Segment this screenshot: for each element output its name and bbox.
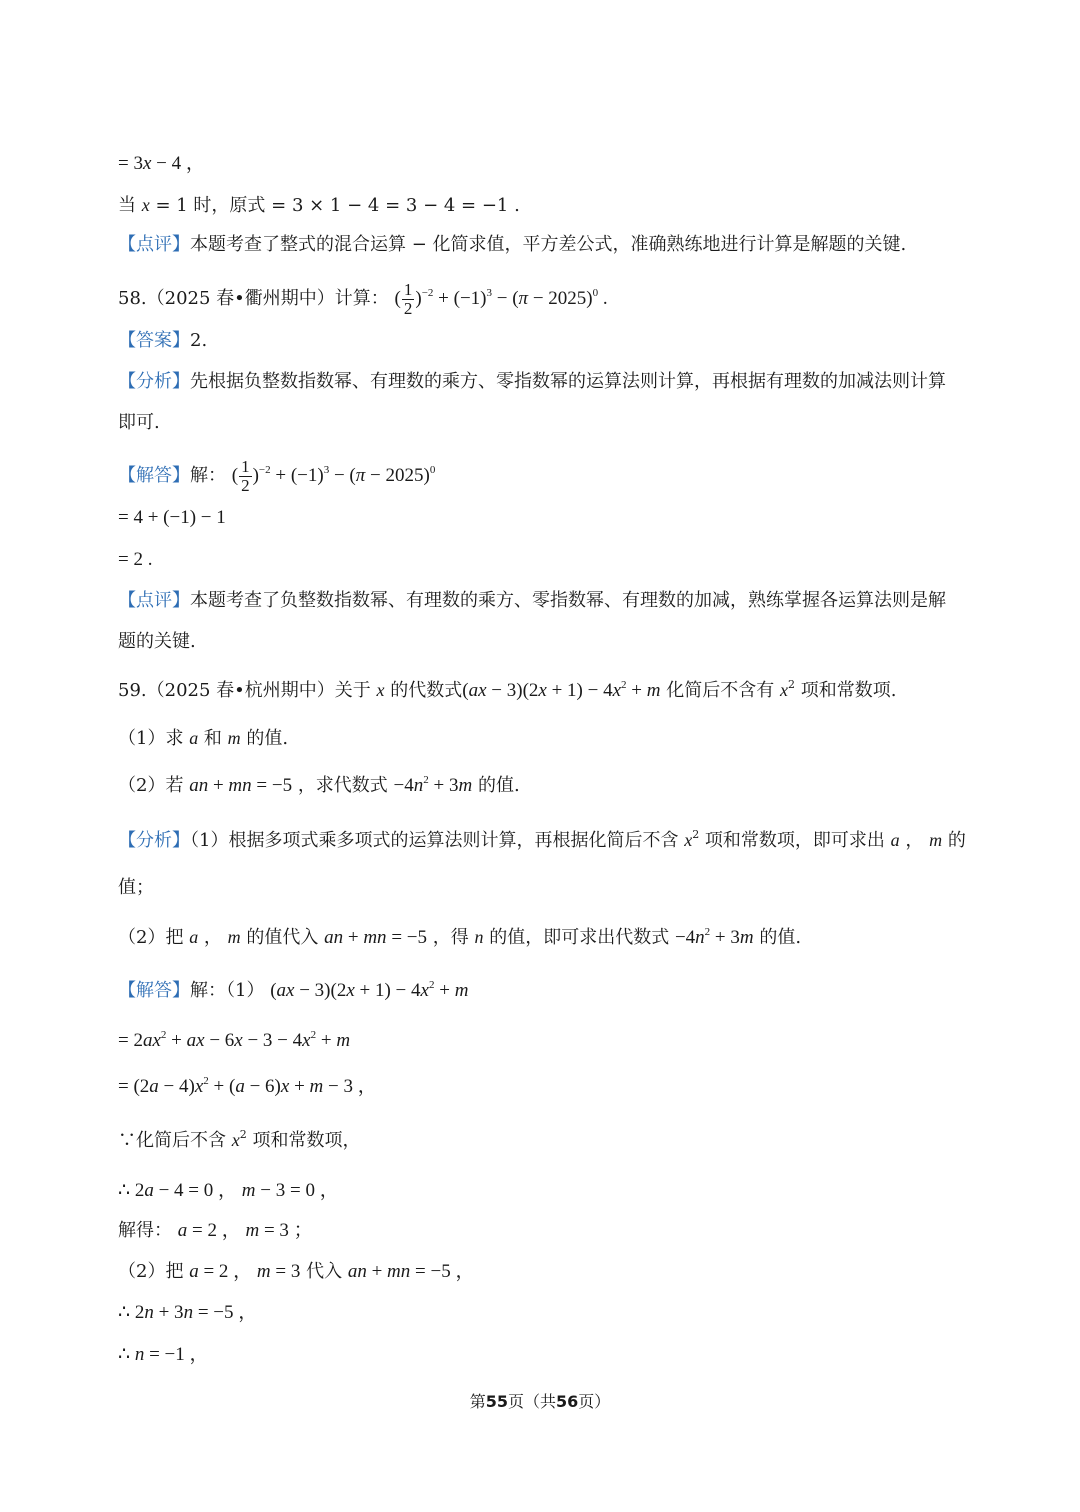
- q59-stem: 59.（2025 春•杭州期中）关于 x 的代数式$(ax - 3)(2x + 1) - 4x^2 + m$ 化简后不含有 $x^2$ 项和常数项.: [118, 678, 897, 701]
- q58-analysis-line2: 即可.: [118, 412, 160, 433]
- current-page-number: 55: [485, 1392, 508, 1411]
- q59-step1: = $2ax^2$ + ax − $6x - 3 - 4x^2 + m$: [118, 1029, 351, 1051]
- q59-solution: 【解答】解：（1） $(ax - 3)(2x + 1) - 4x^2 + m$: [118, 979, 469, 1001]
- prev-review-line: [118, 233, 906, 257]
- q59-therefore3: ∴ n = −1 ，: [118, 1344, 209, 1365]
- q59-part1: （1）求 a 和 m 的值.: [118, 728, 289, 749]
- total-page-count: 56: [556, 1392, 579, 1411]
- q59-solved: 解得： a = 2 ， m = 3 ；: [118, 1220, 313, 1241]
- solution-tag: 【解答】: [118, 464, 190, 486]
- answer-tag: 【答案】: [118, 330, 190, 351]
- analysis-tag: 【分析】: [118, 830, 190, 851]
- q58-stem: 58.（2025 春•衢州期中）计算： ( $\frac{1}{2}$ )$^{-2} + (-1)^3 - (\pi - 2025)^0$ .: [118, 280, 608, 318]
- review-tag: 【点评】: [118, 234, 190, 255]
- q58-expression: ( $\frac{1}{2}$ )$^{-2} + (-1)^3 - (\pi - 2025)^0$ .: [394, 280, 608, 318]
- q58-review-line1: 【点评】本题考查了负整数指数幂、有理数的乘方、零指数幂、有理数的加减，熟练掌握各运算法则是解: [118, 590, 946, 611]
- review-text: 本题考查了整式的混合运算 − 化简求值，平方差公式，准确熟练地进行计算是解题的关键.: [190, 234, 907, 255]
- q59-because: ∵化简后不含 $x^2$ 项和常数项，: [118, 1128, 361, 1151]
- q59-analysis-line1: 【分析】（1）根据多项式乘多项式的运算法则计算，再根据化简后不含 $x^2$ 项和常数项，即可求出 a ， m 的: [118, 828, 966, 851]
- q59-part2: （2）若 an + mn = −5 ，求代数式 $-4n^2 + 3m$ 的值.: [118, 774, 520, 796]
- q59-therefore2: ∴ 2n + 3n = −5 ，: [118, 1302, 258, 1323]
- prev-step-line: = 3x − 4 ，: [118, 153, 205, 174]
- analysis-tag: 【分析】: [118, 371, 190, 392]
- prev-evaluation-line: 当 x = 1 时，原式 = 3 × 1 − 4 = 3 − 4 = −1 .: [118, 195, 520, 216]
- q58-answer: 【答案】2.: [118, 330, 208, 351]
- q59-therefore1: ∴ 2a − 4 = 0 ， m − 3 = 0 ，: [118, 1180, 339, 1201]
- q58-step1: = 4 + (−1) − 1: [118, 507, 226, 528]
- solution-tag: 【解答】: [118, 980, 190, 1001]
- review-tag: 【点评】: [118, 590, 190, 611]
- q58-solution: 【解答】解： ( $\frac{1}{2}$ )$^{-2} + (-1)^3 - (\pi - 2025)^0$: [118, 457, 436, 495]
- q58-review-line2: 题的关键.: [118, 631, 196, 652]
- q59-analysis-line3: （2）把 a ， m 的值代入 an + mn = −5 ，得 n 的值，即可求出代数式 $-4n^2 + 3m$ 的值.: [118, 926, 802, 948]
- q58-step2: = 2 .: [118, 549, 153, 570]
- q59-step2: = $(2a - 4)x^2 + (a - 6)x + m - 3$ ，: [118, 1075, 377, 1097]
- page-footer: 第55页（共56页）: [469, 1392, 611, 1411]
- q59-analysis-line2: 值；: [118, 877, 154, 898]
- q58-analysis-line1: 【分析】先根据负整数指数幂、有理数的乘方、零指数幂的运算法则计算，再根据有理数的加减法则计算: [118, 371, 946, 392]
- q59-part2-solution: （2）把 a = 2 ， m = 3 代入 an + mn = −5 ，: [118, 1261, 475, 1282]
